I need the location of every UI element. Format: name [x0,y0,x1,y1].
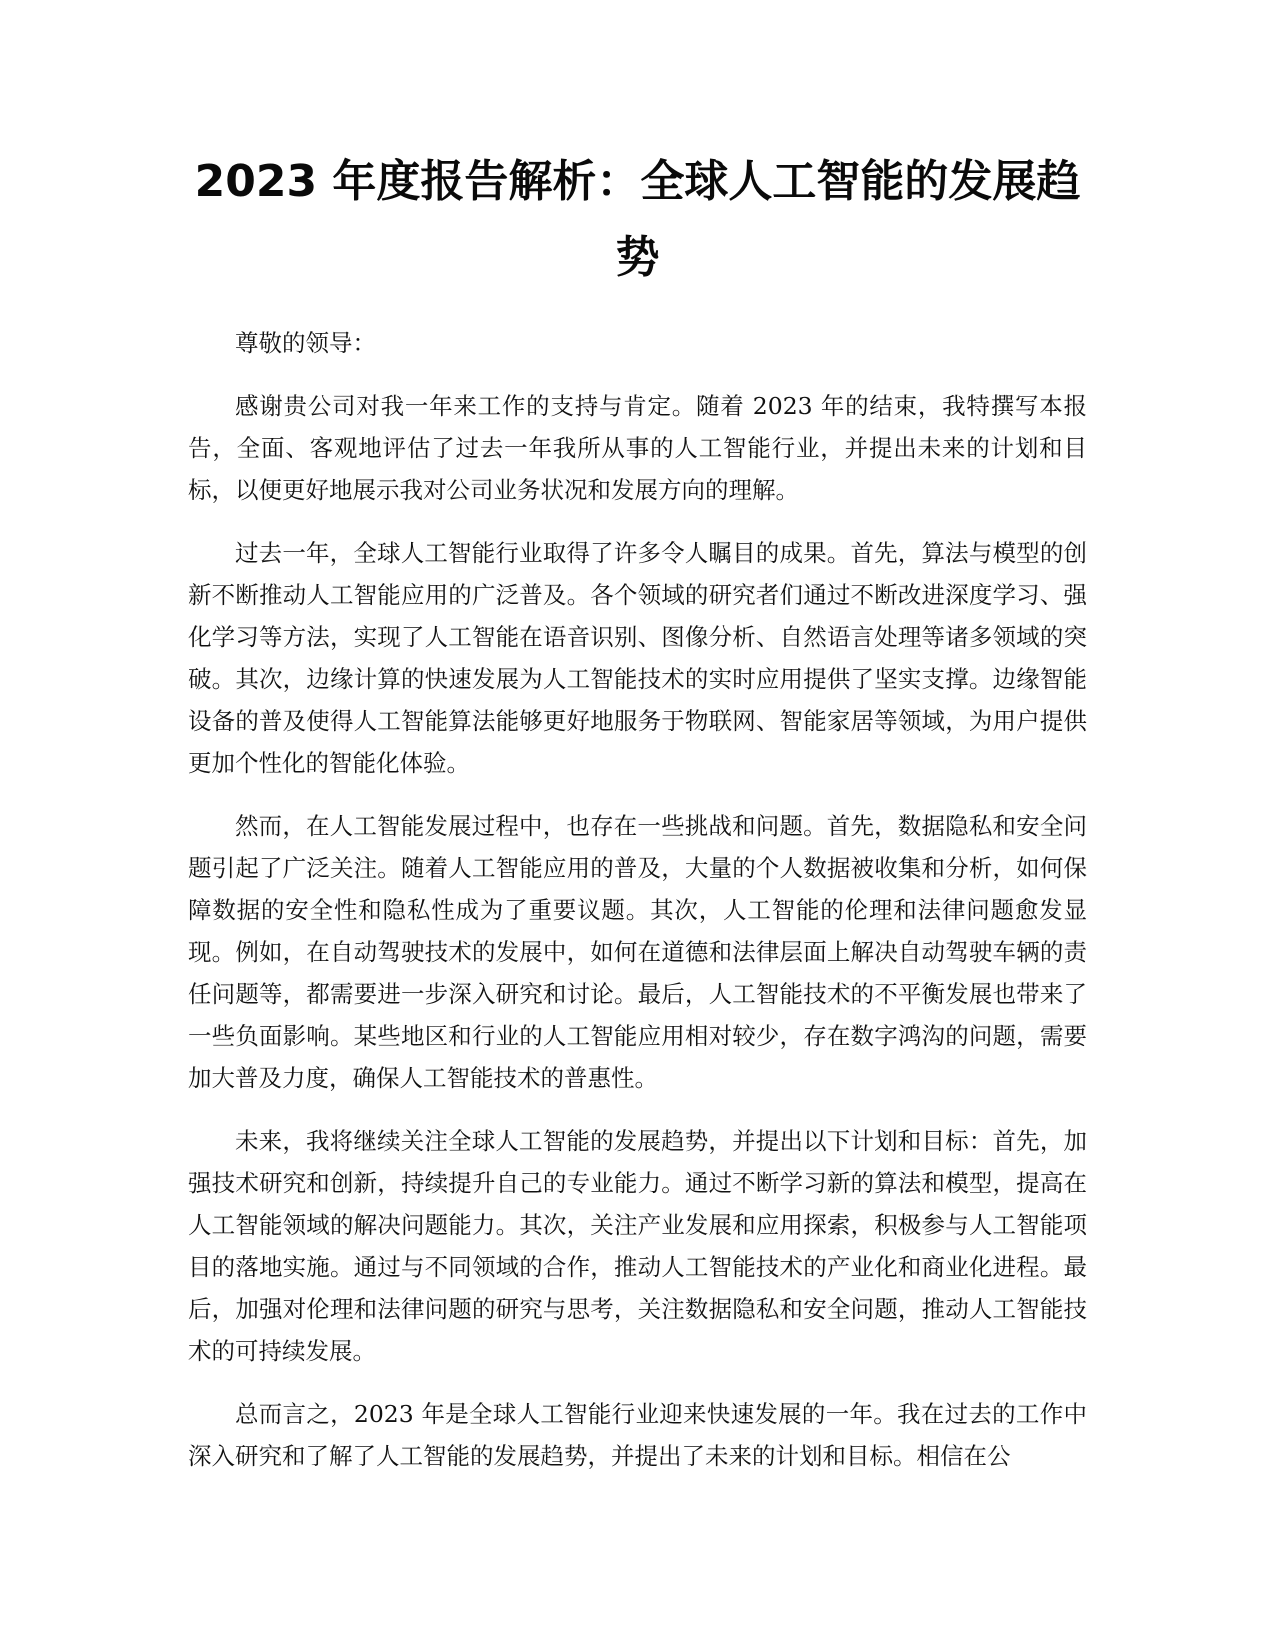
salutation: 尊敬的领导： [235,329,376,357]
paragraph-intro: 感谢贵公司对我一年来工作的支持与肯定。随着 2023 年的结束，我特撰写本报告，全面、客观地评估了过去一年我所从事的人工智能行业，并提出未来的计划和目标，以便更好地展示我对公司业务状况和发展方向的理解。 [188,392,1087,504]
document-body [188,322,1087,1498]
paragraph-conclusion: 总而言之，2023 年是全球人工智能行业迎来快速发展的一年。我在过去的工作中深入研究和了解了人工智能的发展趋势，并提出了未来的计划和目标。相信在公 [188,1400,1087,1470]
paragraph-challenges: 然而，在人工智能发展过程中，也存在一些挑战和问题。首先，数据隐私和安全问题引起了广泛关注。随着人工智能应用的普及，大量的个人数据被收集和分析，如何保障数据的安全性和隐私性成为了重要议题。其次，人工智能的伦理和法律问题愈发显现。例如，在自动驾驶技术的发展中，如何在道德和法律层面上解决自动驾驶车辆的责任问题等，都需要进一步深入研究和讨论。最后，人工智能技术的不平衡发展也带来了一些负面影响。某些地区和行业的人工智能应用相对较少，存在数字鸿沟的问题，需要加大普及力度，确保人工智能技术的普惠性。 [188,812,1087,1092]
document-title: 2023 年度报告解析：全球人工智能的发展趋势 [194,156,1081,283]
paragraph-achievements: 过去一年，全球人工智能行业取得了许多令人瞩目的成果。首先，算法与模型的创新不断推动人工智能应用的广泛普及。各个领域的研究者们通过不断改进深度学习、强化学习等方法，实现了人工智能在语音识别、图像分析、自然语言处理等诸多领域的突破。其次，边缘计算的快速发展为人工智能技术的实时应用提供了坚实支撑。边缘智能设备的普及使得人工智能算法能够更好地服务于物联网、智能家居等领域，为用户提供更加个性化的智能化体验。 [188,539,1087,777]
paragraph-future-plans: 未来，我将继续关注全球人工智能的发展趋势，并提出以下计划和目标：首先，加强技术研究和创新，持续提升自己的专业能力。通过不断学习新的算法和模型，提高在人工智能领域的解决问题能力。其次，关注产业发展和应用探索，积极参与人工智能项目的落地实施。通过与不同领域的合作，推动人工智能技术的产业化和商业化进程。最后，加强对伦理和法律问题的研究与思考，关注数据隐私和安全问题，推动人工智能技术的可持续发展。 [188,1127,1087,1365]
